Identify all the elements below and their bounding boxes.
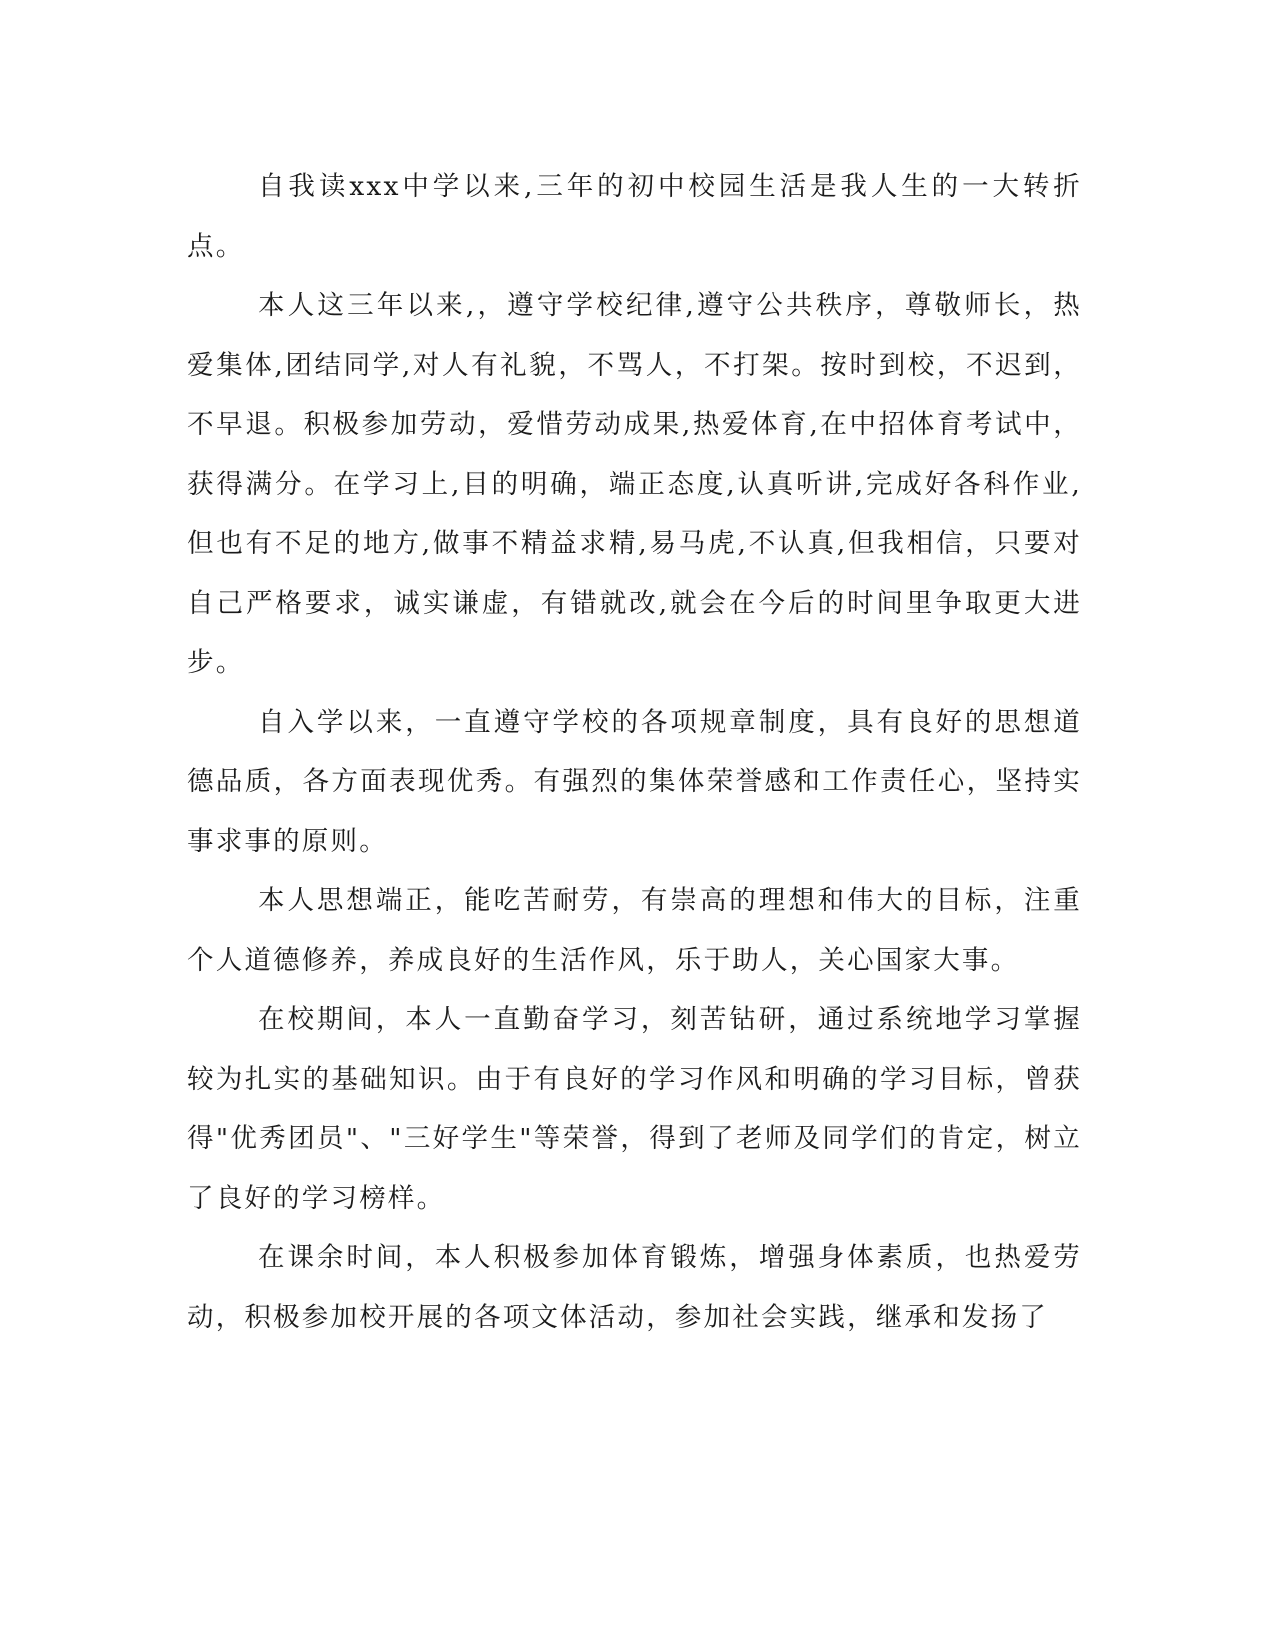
paragraph-6: 在课余时间，本人积极参加体育锻炼，增强身体素质，也热爱劳动，积极参加校开展的各项文体活动，参加社会实践，继承和发扬了 [187,1242,1082,1333]
paragraph-5: 在校期间，本人一直勤奋学习，刻苦钻研，通过系统地学习掌握较为扎实的基础知识。由于有良好的学习作风和明确的学习目标，曾获得"优秀团员"、"三好学生"等荣誉，得到了老师及同学们的肯定，树立了良好的学习榜样。 [187,1004,1082,1214]
document-body [187,157,1082,1347]
paragraph-3: 自入学以来，一直遵守学校的各项规章制度，具有良好的思想道德品质，各方面表现优秀。有强烈的集体荣誉感和工作责任心，坚持实事求事的原则。 [187,706,1082,857]
paragraph-2: 本人这三年以来,，遵守学校纪律,遵守公共秩序，尊敬师长，热爱集体,团结同学,对人有礼貌，不骂人，不打架。按时到校，不迟到，不早退。积极参加劳动，爱惜劳动成果,热爱体育,在中招体育考试中，获得满分。在学习上,目的明确，端正态度,认真听讲,完成好各科作业,但也有不足的地方,做事不精益求精,易马虎,不认真,但我相信，只要对自己严格要求，诚实谦虚，有错就改,就会在今后的时间里争取更大进步。 [187,290,1082,678]
paragraph-1: 自我读xxx中学以来,三年的初中校园生活是我人生的一大转折点。 [187,171,1082,262]
paragraph-4: 本人思想端正，能吃苦耐劳，有崇高的理想和伟大的目标，注重个人道德修养，养成良好的生活作风，乐于助人，关心国家大事。 [187,885,1082,976]
